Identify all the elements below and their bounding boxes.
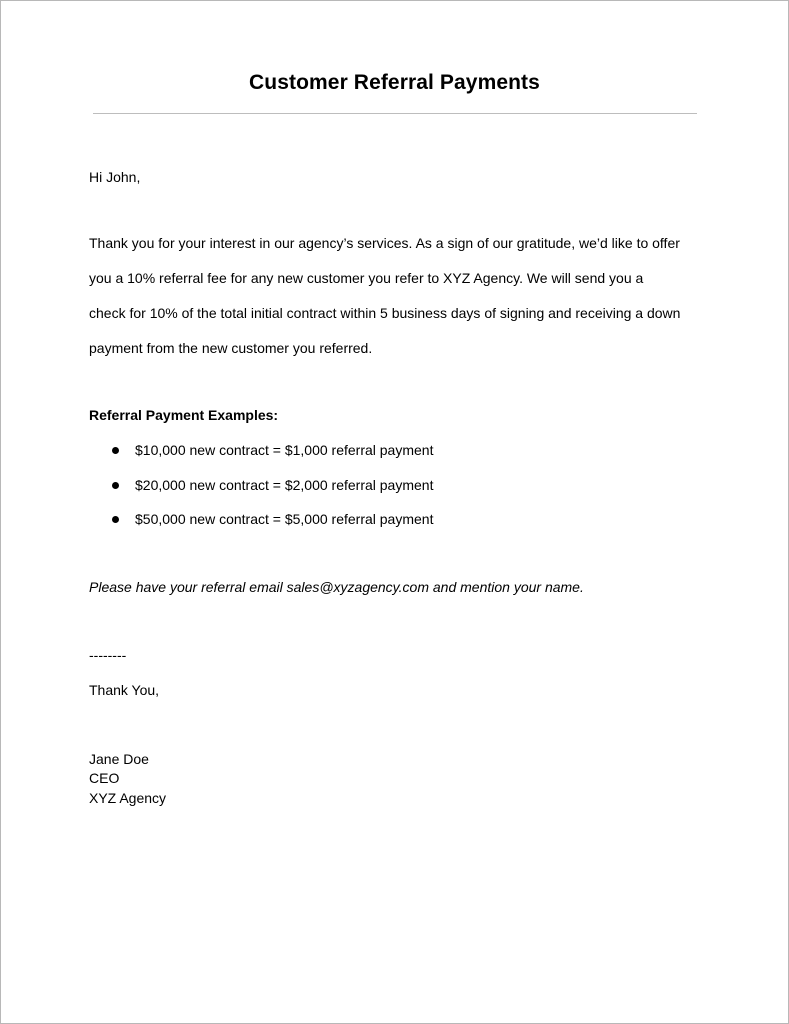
example-text: $50,000 new contract = $5,000 referral payment <box>135 511 434 527</box>
signature-name: Jane Doe <box>89 751 149 767</box>
example-text: $10,000 new contract = $1,000 referral payment <box>135 442 434 458</box>
document-title: Customer Referral Payments <box>249 71 540 94</box>
bullet-icon <box>112 447 119 454</box>
signature-company: XYZ Agency <box>89 790 167 806</box>
list-item <box>1 442 501 459</box>
body-line: payment from the new customer you referred. <box>89 340 373 356</box>
body-line: check for 10% of the total initial contract within 5 business days of signing and receiving a down <box>89 305 681 321</box>
title-divider <box>93 113 697 114</box>
example-text: $20,000 new contract = $2,000 referral payment <box>135 477 434 493</box>
examples-heading: Referral Payment Examples: <box>89 407 279 423</box>
bullet-icon <box>112 516 119 523</box>
body-paragraph <box>89 235 709 375</box>
referral-note: Please have your referral email sales@xyzagency.com and mention your name. <box>89 579 584 595</box>
separator: -------- <box>89 647 127 663</box>
list-item <box>1 477 501 494</box>
body-line: you a 10% referral fee for any new customer you refer to XYZ Agency. We will send you a <box>89 270 644 286</box>
list-item <box>1 511 501 528</box>
greeting: Hi John, <box>89 169 141 185</box>
signature-role: CEO <box>89 770 120 786</box>
body-line: Thank you for your interest in our agency’s services. As a sign of our gratitude, we’d like to offer <box>89 235 680 251</box>
bullet-icon <box>112 482 119 489</box>
closing: Thank You, <box>89 682 160 698</box>
